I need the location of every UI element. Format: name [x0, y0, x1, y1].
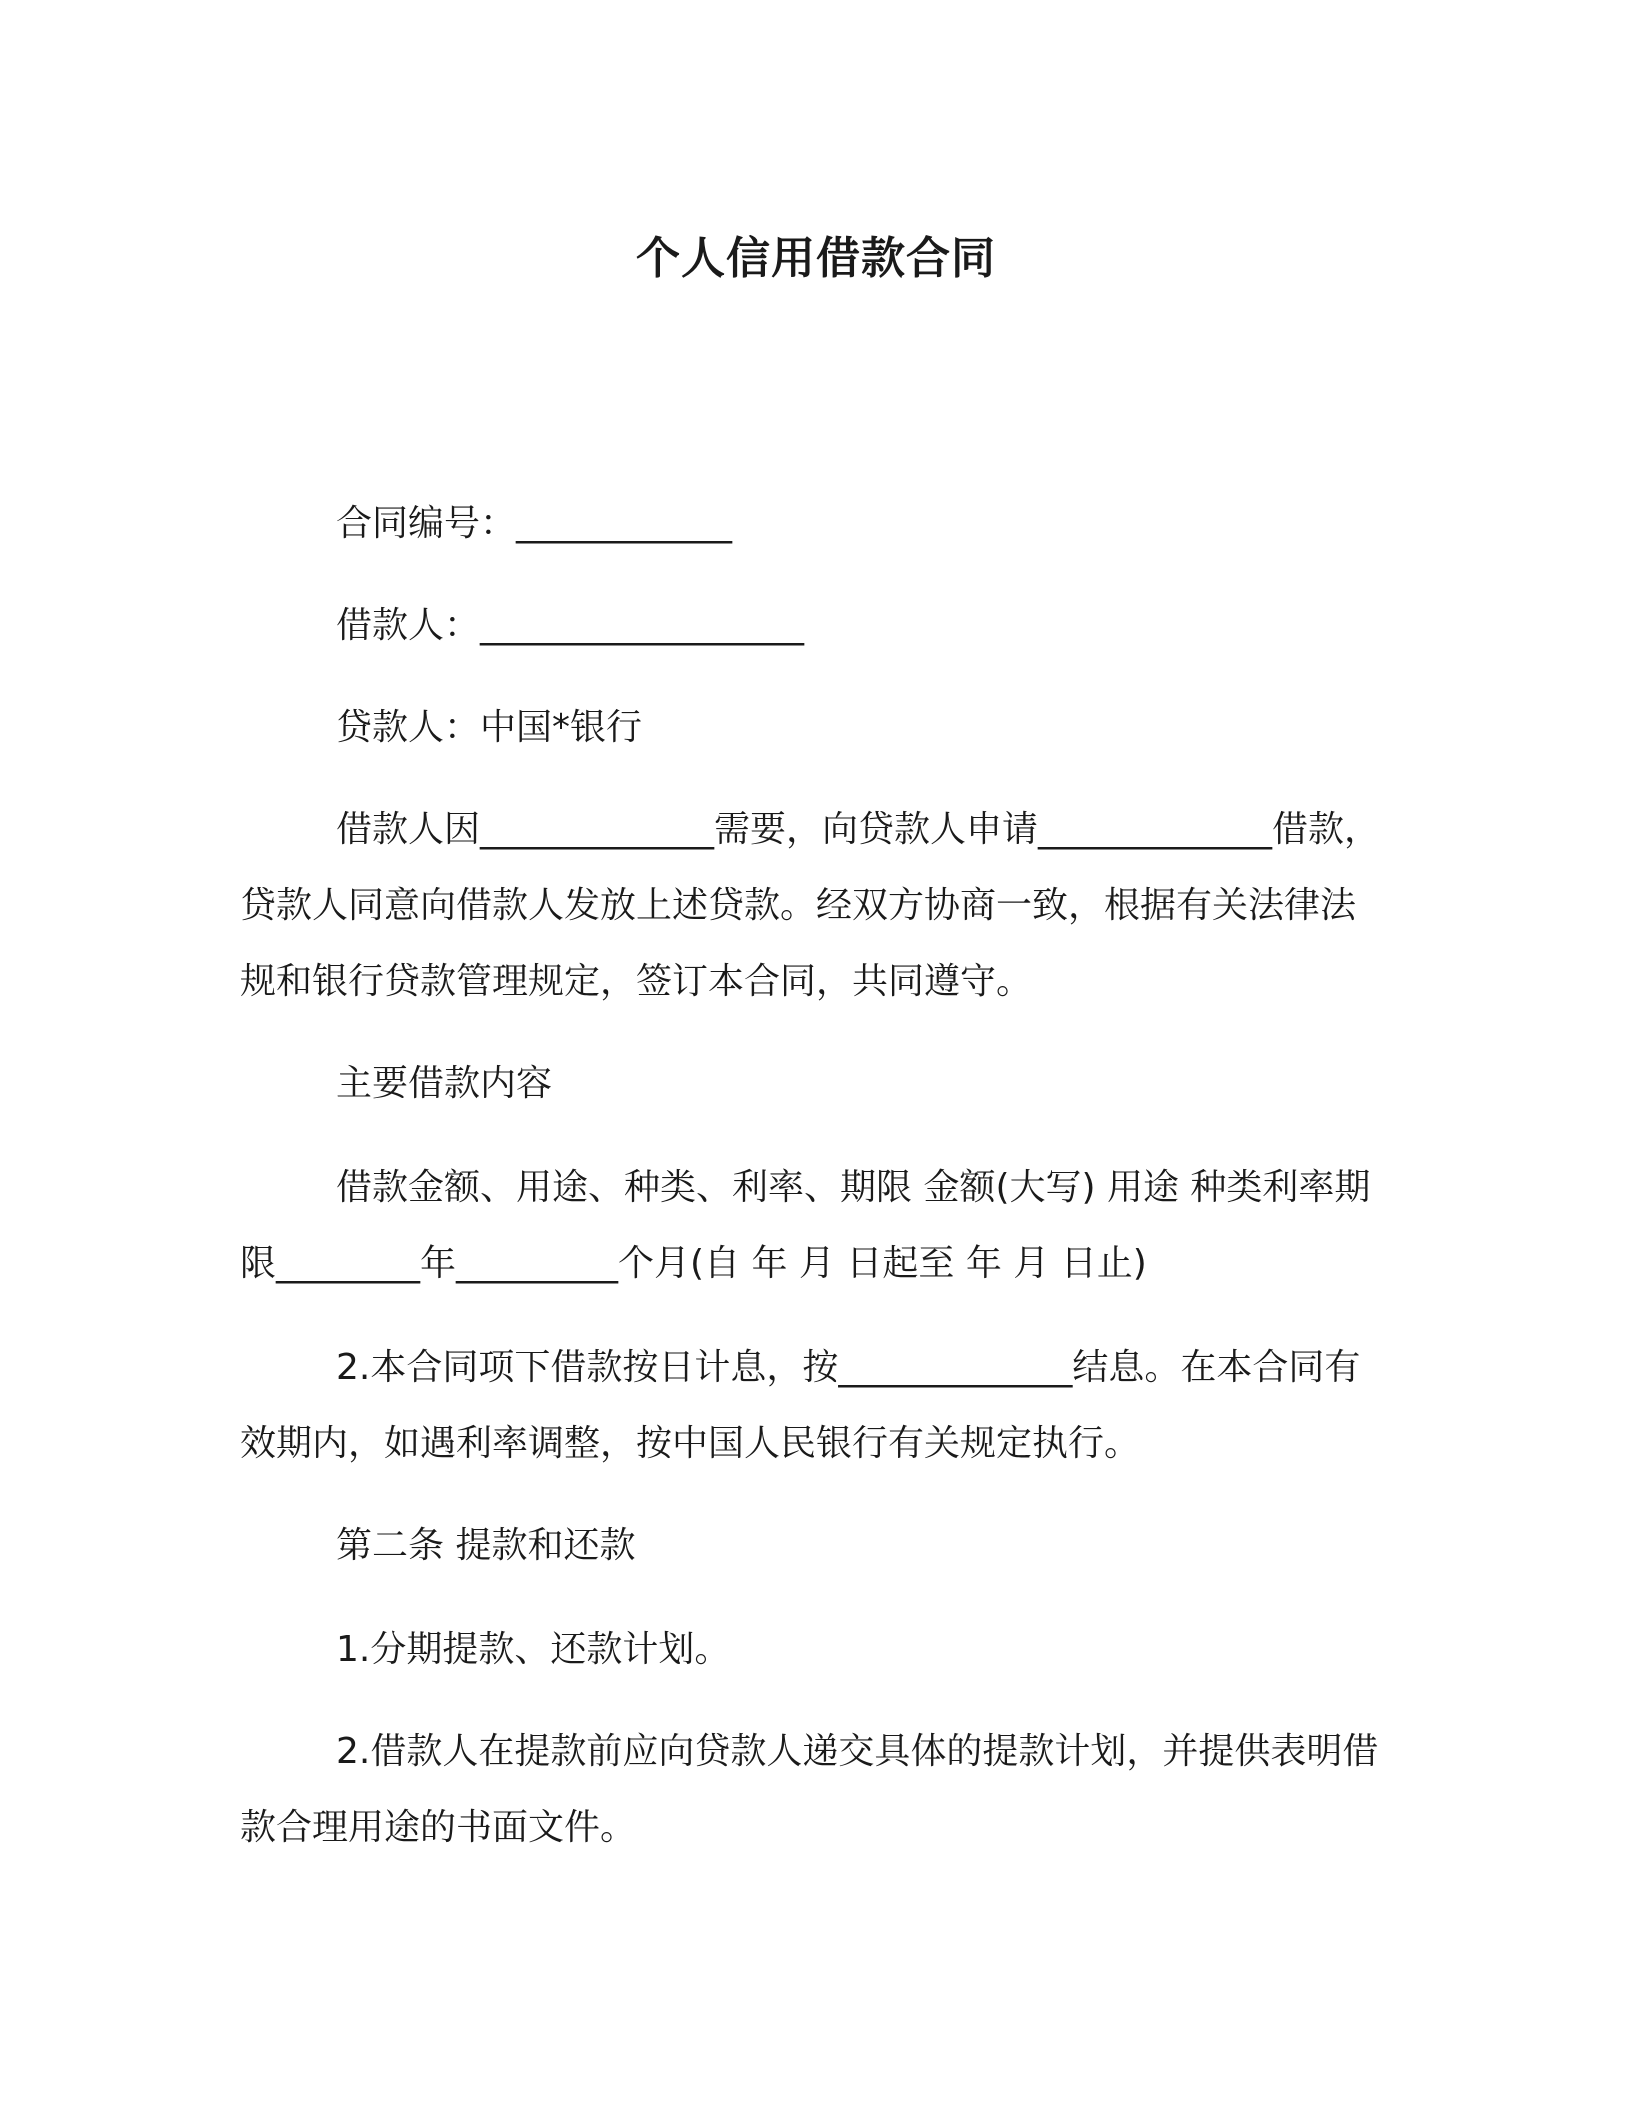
interest-clause-paragraph: 2.本合同项下借款按日计息，按_____________结息。在本合同有效期内，如遇利率调整，按中国人民银行有关规定执行。: [240, 1347, 1361, 1464]
section-heading-main-content: 主要借款内容: [336, 1063, 553, 1104]
document-title: 个人信用借款合同: [636, 233, 996, 284]
borrower-line: 借款人：__________________: [336, 605, 805, 646]
contract-number-line: 合同编号：____________: [336, 503, 733, 544]
repayment-plan-clause: 1.分期提款、还款计划。: [336, 1629, 731, 1670]
intro-paragraph: 借款人因_____________需要，向贷款人申请_____________借款，贷款人同意向借款人发放上述贷款。经双方协商一致，根据有关法律法规和银行贷款管理规定，签订本合同，共同遵守。: [240, 809, 1381, 1002]
lender-line: 贷款人：中国*银行: [336, 707, 643, 748]
article-two-heading: 第二条 提款和还款: [336, 1525, 636, 1566]
loan-terms-paragraph: 借款金额、用途、种类、利率、期限 金额(大写) 用途 种类利率期限________年_________个月(自 年 月 日起至 年 月 日止): [240, 1167, 1371, 1284]
withdrawal-submission-clause: 2.借款人在提款前应向贷款人递交具体的提款计划，并提供表明借款合理用途的书面文件。: [240, 1731, 1379, 1848]
